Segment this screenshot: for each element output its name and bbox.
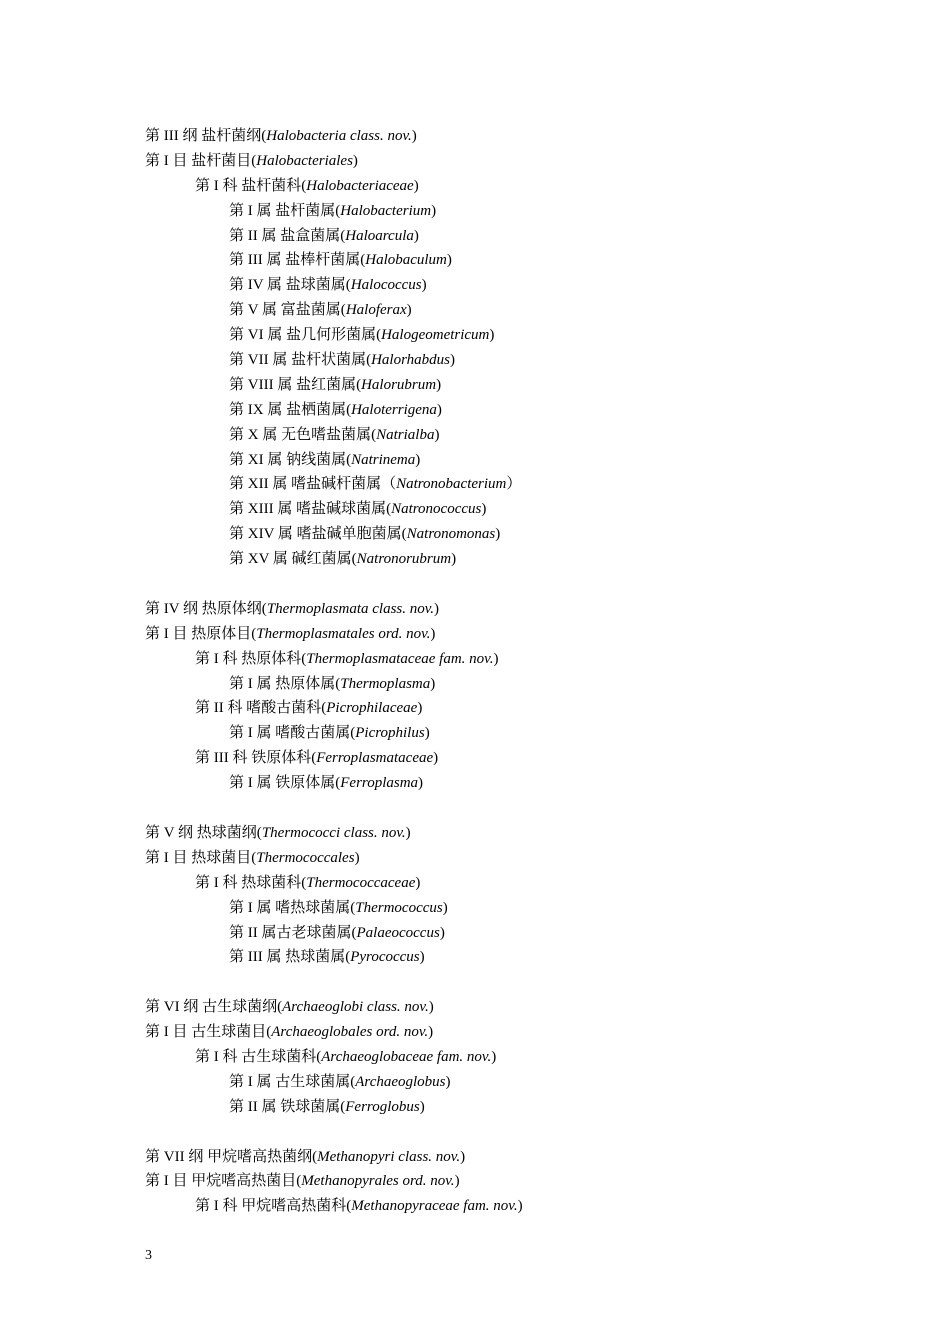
taxon-scientific-name: Halobacteria class. nov.: [266, 128, 412, 144]
closing-parenthesis: ): [413, 177, 419, 194]
taxon-line-genus-entry: [145, 248, 925, 273]
taxon-scientific-name: Halorhabdus: [371, 352, 450, 369]
taxon-line-family-entry: [145, 871, 925, 896]
taxon-chinese-name: 第 III 属 热球菌属(: [229, 949, 351, 966]
taxon-chinese-name: 第 I 属 热原体属(: [229, 675, 341, 692]
closing-parenthesis: ): [417, 700, 423, 717]
closing-parenthesis: ): [405, 824, 411, 841]
closing-parenthesis: ): [413, 227, 419, 244]
taxon-scientific-name: Natronorubrum: [356, 551, 452, 568]
taxon-line-genus-entry: [145, 423, 925, 448]
taxon-chinese-name: 第 VI 属 盐几何形菌属(: [229, 327, 382, 344]
taxon-line-genus-entry: [145, 672, 925, 697]
taxon-chinese-name: 第 III 科 铁原体科(: [195, 750, 317, 767]
taxon-scientific-name: Halobacterium: [340, 202, 432, 219]
taxon-scientific-name: Halogeometricum: [381, 327, 490, 344]
taxon-chinese-name: 第 I 科 热原体科(: [195, 650, 307, 667]
taxon-chinese-name: 第 V 纲 热球菌纲(: [145, 824, 262, 841]
taxon-scientific-name: Thermoplasmatales ord. nov.: [256, 625, 431, 642]
taxon-scientific-name: Thermoplasma: [340, 675, 431, 692]
closing-parenthesis: ): [460, 1148, 466, 1165]
taxon-chinese-name: 第 I 科 甲烷嗜高热菌科(: [195, 1198, 352, 1215]
taxon-scientific-name: Natrinema: [351, 451, 416, 468]
closing-parenthesis: ): [434, 426, 440, 443]
closing-parenthesis: ): [354, 849, 360, 866]
closing-parenthesis: ): [419, 949, 425, 966]
taxon-line-genus-entry: [145, 522, 925, 547]
taxon-line-rank-heading: [145, 995, 925, 1020]
taxon-line-rank-heading: [145, 124, 925, 149]
taxon-scientific-name: Archaeoglobaceae fam. nov.: [321, 1048, 492, 1065]
taxon-chinese-name: 第 I 属 铁原体属(: [229, 775, 341, 792]
taxon-scientific-name: Halobacteriales: [256, 152, 353, 169]
taxon-line-rank-heading: [145, 597, 925, 622]
taxon-chinese-name: 第 I 属 古生球菌属(: [229, 1073, 356, 1090]
taxon-line-genus-entry: [145, 199, 925, 224]
taxon-chinese-name: 第 I 属 嗜热球菌属(: [229, 899, 356, 916]
taxon-line-genus-entry: [145, 1070, 925, 1095]
taxon-line-genus-entry: [145, 771, 925, 796]
taxon-scientific-name: Halococcus: [350, 277, 422, 294]
closing-parenthesis: ): [493, 650, 499, 667]
closing-parenthesis: ): [428, 1024, 434, 1041]
taxon-scientific-name: Halorubrum: [361, 376, 437, 393]
taxon-line-rank-heading: [145, 149, 925, 174]
taxon-line-genus-entry: [145, 323, 925, 348]
closing-parenthesis: ): [439, 924, 445, 941]
taxon-scientific-name: Natrialba: [376, 426, 435, 443]
taxon-line-genus-entry: [145, 1095, 925, 1120]
taxon-scientific-name: Methanopyraceae fam. nov.: [351, 1198, 518, 1215]
taxon-line-genus-entry: [145, 273, 925, 298]
taxon-scientific-name: Thermococcaceae: [306, 874, 416, 891]
closing-parenthesis: ): [449, 352, 455, 369]
taxon-line-family-entry: [145, 647, 925, 672]
closing-parenthesis: ): [454, 1173, 460, 1190]
taxon-line-genus-entry: [145, 497, 925, 522]
taxon-chinese-name: 第 III 纲 盐杆菌纲(: [145, 128, 267, 144]
taxon-chinese-name: 第 I 目 热原体目(: [145, 625, 257, 642]
taxon-scientific-name: Natronococcus: [391, 501, 482, 518]
taxon-chinese-name: 第 I 属 嗜酸古菌属(: [229, 725, 356, 742]
taxon-chinese-name: 第 VII 属 盐杆状菌属(: [229, 352, 372, 369]
closing-parenthesis: ): [495, 526, 501, 543]
closing-parenthesis: ): [436, 376, 442, 393]
taxon-chinese-name: 第 IX 属 盐栖菌属(: [229, 401, 352, 418]
taxon-line-rank-heading: [145, 1169, 925, 1194]
taxon-scientific-name: Thermoplasmataceae fam. nov.: [306, 650, 494, 667]
section-spacer: [145, 970, 925, 995]
taxon-line-genus-entry: [145, 348, 925, 373]
taxon-scientific-name: Ferroglobus: [345, 1098, 420, 1115]
taxon-line-genus-entry: [145, 945, 925, 970]
taxon-line-genus-entry: [145, 298, 925, 323]
closing-parenthesis: ）: [506, 476, 522, 493]
section-spacer: [145, 796, 925, 821]
taxon-chinese-name: 第 V 属 富盐菌属(: [229, 302, 346, 319]
taxon-line-rank-heading: [145, 846, 925, 871]
closing-parenthesis: ): [436, 401, 442, 418]
taxon-scientific-name: Haloferax: [345, 302, 407, 319]
taxon-line-genus-entry: [145, 896, 925, 921]
closing-parenthesis: ): [445, 1073, 451, 1090]
taxon-chinese-name: 第 I 科 热球菌科(: [195, 874, 307, 891]
closing-parenthesis: ): [428, 999, 434, 1016]
closing-parenthesis: ): [491, 1048, 497, 1065]
page-number: 3: [145, 1248, 152, 1263]
taxon-chinese-name: 第 VIII 属 盐红菌属(: [229, 376, 362, 393]
taxon-scientific-name: Natronobacterium: [396, 476, 507, 493]
closing-parenthesis: ): [421, 277, 427, 294]
closing-parenthesis: ): [489, 327, 495, 344]
taxon-scientific-name: Halobaculum: [365, 252, 447, 269]
taxon-scientific-name: Archaeoglobales ord. nov.: [271, 1024, 429, 1041]
taxon-line-genus-entry: [145, 448, 925, 473]
taxon-chinese-name: 第 I 目 盐杆菌目(: [145, 152, 257, 169]
taxon-chinese-name: 第 XI 属 钠线菌属(: [229, 451, 352, 468]
taxon-scientific-name: Pyrococcus: [350, 949, 420, 966]
taxon-chinese-name: 第 XIV 属 嗜盐碱单胞菌属(: [229, 526, 407, 543]
taxon-line-family-entry: [145, 1194, 925, 1219]
taxon-scientific-name: Picrophilaceae: [326, 700, 418, 717]
taxon-scientific-name: Methanopyrales ord. nov.: [301, 1173, 455, 1190]
taxonomy-document: [145, 124, 925, 1219]
closing-parenthesis: ): [431, 202, 437, 219]
closing-parenthesis: ): [406, 302, 412, 319]
taxon-scientific-name: Thermoplasmata class. nov.: [266, 600, 435, 617]
taxon-line-rank-heading: [145, 1020, 925, 1045]
taxon-line-family-entry: [145, 1045, 925, 1070]
taxon-chinese-name: 第 I 属 盐杆菌属(: [229, 202, 341, 219]
taxon-line-genus-entry: [145, 472, 925, 497]
section-spacer: [145, 572, 925, 597]
taxon-line-genus-entry: [145, 721, 925, 746]
taxon-line-genus-entry: [145, 398, 925, 423]
taxon-scientific-name: Thermococci class. nov.: [261, 824, 406, 841]
taxon-scientific-name: Haloarcula: [345, 227, 414, 244]
taxon-line-genus-entry: [145, 921, 925, 946]
closing-parenthesis: ): [446, 252, 452, 269]
taxon-scientific-name: Ferroplasma: [340, 775, 419, 792]
taxon-chinese-name: 第 XV 属 碱红菌属(: [229, 551, 357, 568]
closing-parenthesis: ): [424, 725, 430, 742]
taxon-scientific-name: Archaeoglobus: [355, 1073, 446, 1090]
taxon-line-family-entry: [145, 696, 925, 721]
closing-parenthesis: ): [415, 451, 421, 468]
taxon-chinese-name: 第 I 目 甲烷嗜高热菌目(: [145, 1173, 302, 1190]
taxon-scientific-name: Picrophilus: [355, 725, 425, 742]
taxon-line-rank-heading: [145, 821, 925, 846]
taxon-chinese-name: 第 II 属 铁球菌属(: [229, 1098, 346, 1115]
taxon-line-genus-entry: [145, 373, 925, 398]
closing-parenthesis: ): [419, 1098, 425, 1115]
taxon-chinese-name: 第 I 目 古生球菌目(: [145, 1024, 272, 1041]
taxon-chinese-name: 第 III 属 盐棒杆菌属(: [229, 252, 366, 269]
taxon-chinese-name: 第 XIII 属 嗜盐碱球菌属(: [229, 501, 392, 518]
taxon-scientific-name: Ferroplasmataceae: [316, 750, 434, 767]
taxon-chinese-name: 第 X 属 无色嗜盐菌属(: [229, 426, 377, 443]
taxon-chinese-name: 第 VII 纲 甲烷嗜高热菌纲(: [145, 1148, 318, 1165]
taxon-scientific-name: Thermococcales: [256, 849, 355, 866]
closing-parenthesis: ): [430, 625, 436, 642]
taxon-line-genus-entry: [145, 547, 925, 572]
closing-parenthesis: ): [517, 1198, 523, 1215]
taxon-chinese-name: 第 IV 纲 热原体纲(: [145, 600, 267, 617]
closing-parenthesis: ): [434, 600, 440, 617]
taxon-line-genus-entry: [145, 224, 925, 249]
taxon-chinese-name: 第 II 属 盐盒菌属(: [229, 227, 346, 244]
closing-parenthesis: ): [430, 675, 436, 692]
taxon-scientific-name: Natronomonas: [406, 526, 496, 543]
taxon-scientific-name: Thermococcus: [355, 899, 443, 916]
taxon-line-rank-heading: [145, 622, 925, 647]
closing-parenthesis: ): [481, 501, 487, 518]
closing-parenthesis: ): [451, 551, 457, 568]
closing-parenthesis: ): [418, 775, 424, 792]
taxon-line-family-entry: [145, 174, 925, 199]
taxon-chinese-name: 第 I 科 古生球菌科(: [195, 1048, 322, 1065]
taxon-scientific-name: Haloterrigena: [351, 401, 437, 418]
taxon-line-family-entry: [145, 746, 925, 771]
taxon-chinese-name: 第 II 科 嗜酸古菌科(: [195, 700, 327, 717]
taxon-scientific-name: Archaeoglobi class. nov.: [282, 999, 429, 1016]
closing-parenthesis: ): [415, 874, 421, 891]
section-spacer: [145, 1120, 925, 1145]
closing-parenthesis: ): [411, 128, 417, 144]
taxon-scientific-name: Methanopyri class. nov.: [317, 1148, 461, 1165]
taxon-chinese-name: 第 IV 属 盐球菌属(: [229, 277, 351, 294]
closing-parenthesis: ): [433, 750, 439, 767]
taxon-chinese-name: 第 XII 属 嗜盐碱杆菌属（: [229, 476, 397, 493]
closing-parenthesis: ): [442, 899, 448, 916]
taxon-chinese-name: 第 VI 纲 古生球菌纲(: [145, 999, 283, 1016]
taxon-scientific-name: Palaeococcus: [356, 924, 440, 941]
taxon-chinese-name: 第 I 目 热球菌目(: [145, 849, 257, 866]
taxon-chinese-name: 第 I 科 盐杆菌科(: [195, 177, 307, 194]
taxon-scientific-name: Halobacteriaceae: [306, 177, 414, 194]
taxon-line-rank-heading: [145, 1145, 925, 1170]
taxon-chinese-name: 第 II 属古老球菌属(: [229, 924, 357, 941]
closing-parenthesis: ): [352, 152, 358, 169]
